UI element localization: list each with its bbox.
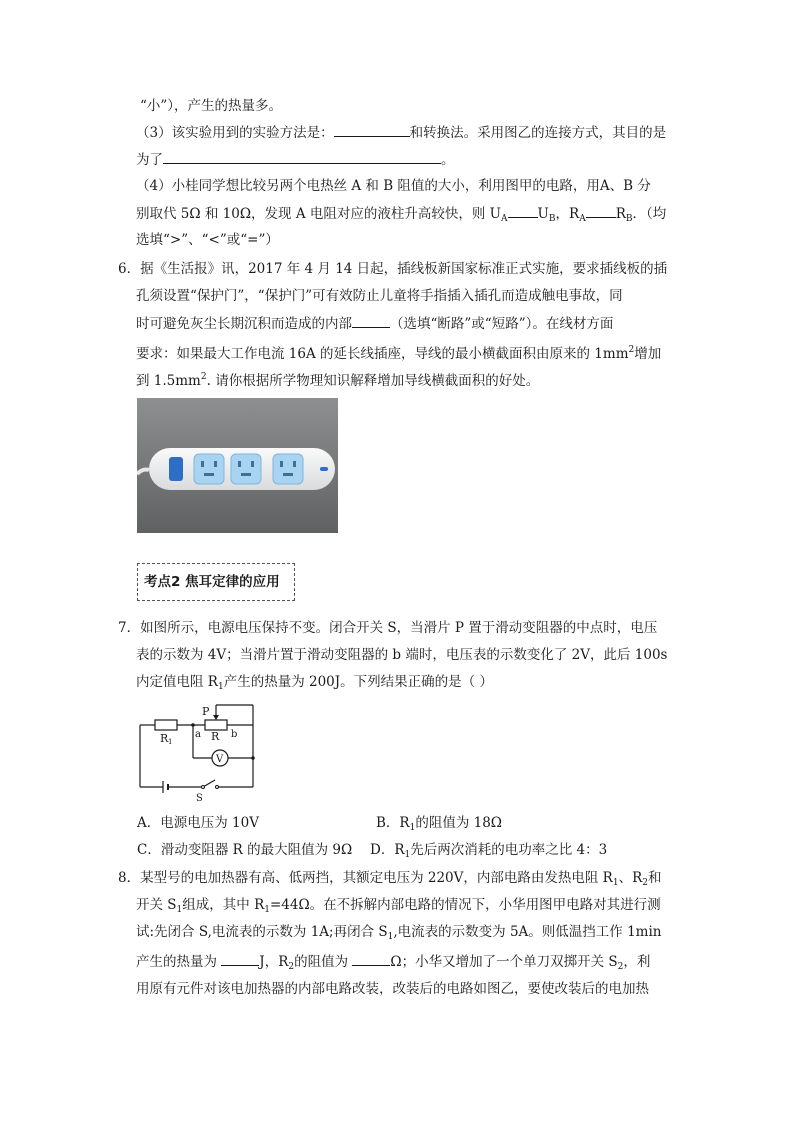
answer-blank[interactable] — [508, 203, 538, 218]
q7-option-b[interactable]: B．$R_1$的阻值为 18Ω — [376, 815, 502, 833]
svg-text:R: R — [211, 730, 220, 743]
answer-blank[interactable] — [586, 203, 616, 218]
section-title: 考点2 焦耳定律的应用 — [137, 563, 295, 601]
q8-line1: 8．某型号的电加热器有高、低两挡，其额定电压为 220V，内部电路由发热电阻 $R_1$、$R_2$和 — [118, 870, 662, 888]
q5-part4-line2: 别取代 5Ω 和 10Ω，发现 A 电阻对应的液柱升高较快，则 $U_A$ $U_B$，$R_A$ $R_B$．（均 — [136, 203, 666, 229]
q5-part4-line3: 选填“>”、“<”或“=”） — [136, 232, 279, 248]
answer-blank[interactable] — [221, 951, 259, 966]
svg-text:P: P — [202, 705, 210, 718]
q5-part3-line2: 为了 。 — [136, 149, 455, 170]
rheostat-r — [205, 720, 227, 730]
q6-line1: 6．据《生活报》讯，2017 年 4 月 14 日起，插线板新国家标准正式实施，要求插线板的插 — [118, 261, 668, 277]
q7-option-a[interactable]: A．电源电压为 10V — [137, 815, 259, 831]
q5-cont-line: “小”），产生的热量多。 — [140, 98, 283, 114]
q7-line1: 7．如图所示，电源电压保持不变。闭合开关 S，当滑片 P 置于滑动变阻器的中点时，电压 — [118, 620, 658, 636]
q7-option-c[interactable]: C．滑动变阻器 R 的最大阻值为 9Ω — [137, 842, 353, 858]
svg-text:V: V — [216, 754, 224, 765]
resistor-r1 — [155, 720, 177, 730]
q6-line3: 时可避免灰尘长期沉积而造成的内部 （选填“断路”或“短路”）。在线材方面 — [136, 313, 613, 334]
q5-part4-line1: （4）小桂同学想比较另两个电热丝 A 和 B 阻值的大小，利用图甲的电路，用A、B 分 — [136, 178, 651, 194]
q8-line3: 试:先闭合 S,电流表的示数为 1A;再闭合 $S_1$,电流表的示数变为 5A。则低温挡工作 1min — [136, 924, 662, 942]
svg-text:1: 1 — [168, 738, 173, 746]
q5-part3-line1: （3）该实验用到的实验方法是： 和转换法。采用图乙的连接方式，其目的是 — [136, 122, 666, 143]
q7-line3: 内定值电阻 $R_1$产生的热量为 200J。下列结果正确的是（ ） — [136, 674, 493, 692]
q7-line2: 表的示数为 4V；当滑片置于滑动变阻器的 b 端时，电压表的示数变化了 2V，此后 100s — [136, 647, 668, 663]
q8-line5: 用原有元件对该电加热器的内部电路改装，改装后的电路如图乙，要使改装后的电加热 — [136, 981, 649, 997]
svg-text:a: a — [195, 729, 201, 740]
answer-blank[interactable] — [163, 149, 441, 164]
power-strip-photo — [137, 398, 338, 533]
svg-text:R: R — [160, 732, 169, 745]
q6-line2: 孔须设置“保护门”，“保护门”可有效防止儿童将手指插入插孔而造成触电事故，同 — [136, 288, 623, 304]
circuit-diagram — [135, 700, 265, 805]
q8-line2: 开关 $S_1$组成，其中 $R_1=44\Omega$。在不拆解内部电路的情况下，小华用图甲电路对其进行测 — [136, 897, 661, 915]
svg-text:b: b — [231, 729, 238, 740]
answer-blank[interactable] — [334, 122, 410, 137]
svg-text:S: S — [196, 793, 203, 804]
q7-option-d[interactable]: D．$R_1$先后两次消耗的电功率之比 4：3 — [370, 842, 608, 860]
q6-line5: 到 $1.5mm^2$. 请你根据所学物理知识解释增加导线横截面积的好处。 — [136, 372, 540, 389]
q8-line4: 产生的热量为 J，$R_2$的阻值为 Ω；小华又增加了一个单刀双掷开关 $S_2$，利 — [136, 951, 650, 977]
answer-blank[interactable] — [352, 313, 390, 328]
answer-blank[interactable] — [352, 951, 390, 966]
q6-line4: 要求：如果最大工作电流 16A 的延长线插座，导线的最小横截面积由原来的 $1mm^2$增加 — [136, 345, 662, 362]
